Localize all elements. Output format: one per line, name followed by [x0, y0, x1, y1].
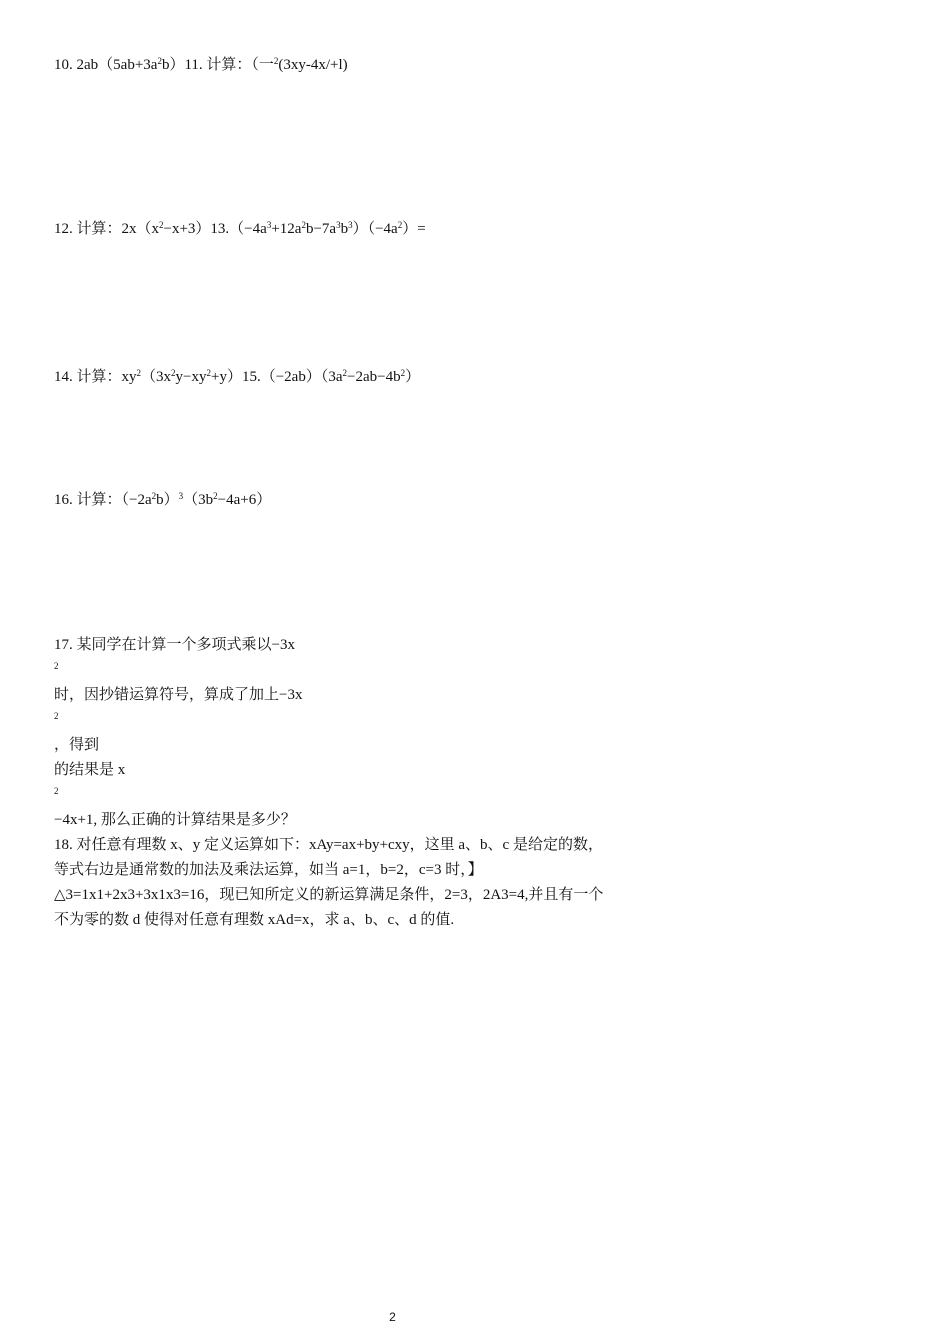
problem-14-15: 14. 计算：$xy^2(3x^2y-xy^2+y)15.(-2ab)(3a^2-2ab-4b^2)$ [54, 368, 421, 385]
problem-10-11: 10. $2ab(5ab+3a^2b)11$. 计算：（一$^2$(3xy-4x/+l) [54, 56, 348, 73]
problem-16: 16. 计算：$(-2a^2b)^3(3b^2-4a+6)$ [54, 491, 272, 508]
page-number: 2 [389, 1310, 396, 1324]
problem-18-line-2: 等式右边是通常数的加法及乘法运算，如当 a=1，b=2，c=3 时，】 [54, 862, 483, 878]
problem-17 [54, 633, 674, 833]
problem-18-line-4: 不为零的数 d 使得对任意有理数 xAd=x，求 a、b、c、d 的值. [54, 912, 455, 928]
problem-17-line-1: 17. 某同学在计算一个多项式乘以−3x $^2$ 时，因抄错运算符号，算成了加上−3x $^2$ ，得到 [54, 637, 303, 753]
problem-18-line-1: 18. 对任意有理数 x、y 定义运算如下：xAy=ax+by+cxy，这里 a、b、c 是给定的数， [54, 837, 603, 853]
problem-12-13: 12. 计算：$2x(x^2-x+3)13.(-4a^3+12a^2b-7a^3b^3)(-4a^2)=$ [54, 220, 426, 237]
problem-17-line-2: 的结果是 x $^2$ −4x+1, 那么正确的计算结果是多少？ [54, 762, 296, 828]
problem-18 [54, 833, 674, 933]
problem-18-line-3: △3=1x1+2x3+3x1x3=16，现已知所定义的新运算满足条件，2=3，2A3=4,并且有一个 [54, 887, 604, 903]
